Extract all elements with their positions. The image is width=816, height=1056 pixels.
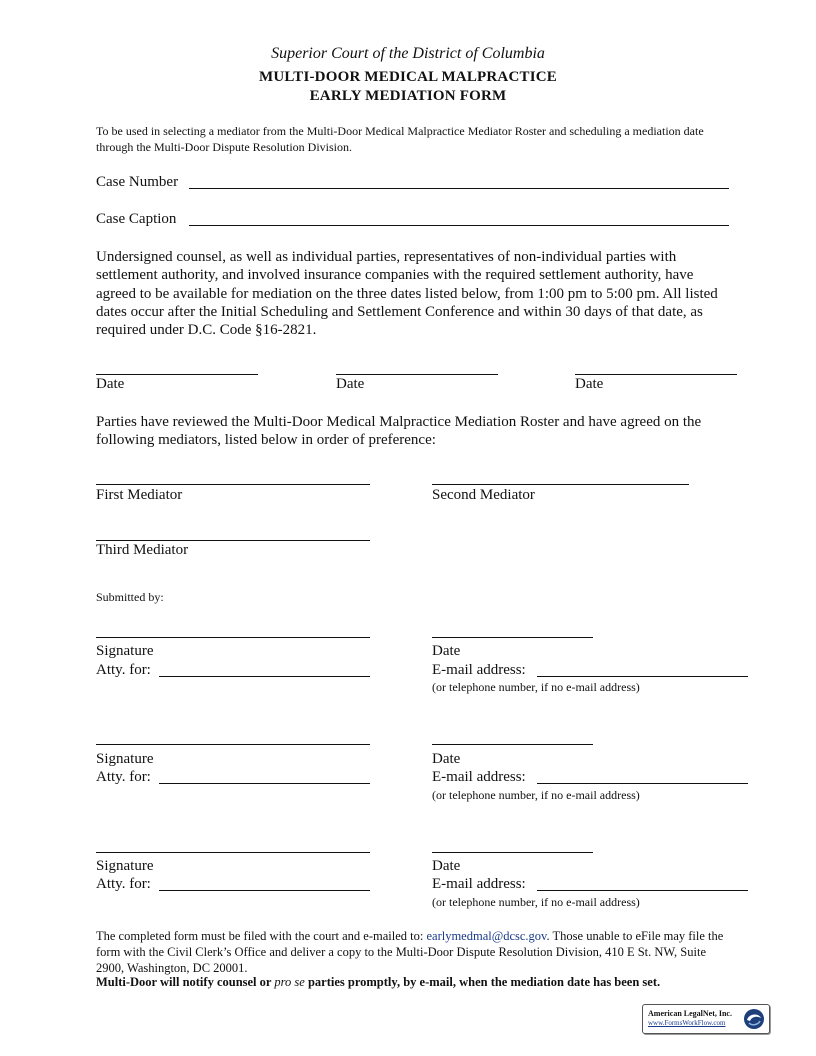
footer-notice-before: Multi-Door will notify counsel or [96,975,275,989]
case-caption-field[interactable] [189,225,729,226]
atty-for3-label: Atty. for: [96,876,151,892]
date2-label: Date [336,376,365,392]
footer-notice-italic: pro se [274,975,305,989]
form-title-line2: EARLY MEDIATION FORM [309,88,507,104]
date1-field[interactable] [96,374,258,375]
roster-paragraph: Parties have reviewed the Multi-Door Medical Malpractice Mediation Roster and have agreed on the following mediators, listed below in order of preference: [96,414,702,449]
signature2-field[interactable] [96,744,370,745]
footer-text-after-email: . Those unable to eFile may file the form with the Civil Clerk’s Office and deliver a copy to the Multi-Door Dispute Resolution Division, 410 E St. NW, Suite 2900, Washington, DC 20001. [96,929,724,975]
email3-note: (or telephone number, if no e-mail address) [432,895,640,909]
sig-date1-label: Date [432,643,461,659]
atty-for2-field[interactable] [159,783,370,784]
form-title-line1: MULTI-DOOR MEDICAL MALPRACTICE [259,69,557,85]
email2-label: E-mail address: [432,769,526,785]
footer-notice [96,975,660,990]
email3-label: E-mail address: [432,876,526,892]
date3-field[interactable] [575,374,737,375]
sig-date1-field[interactable] [432,637,593,638]
submitted-by-label: Submitted by: [96,590,164,604]
american-legalnet-logo[interactable] [642,1004,770,1034]
logo-line2: www.FormsWorkFlow.com [648,1019,726,1027]
signature1-field[interactable] [96,637,370,638]
footer-text-before-email: The completed form must be filed with the court and e-mailed to: [96,929,427,943]
signature2-label: Signature [96,751,154,767]
email2-field[interactable] [537,783,748,784]
case-number-field[interactable] [189,188,729,189]
case-number-label: Case Number [96,174,179,190]
globe-swirl-icon [743,1008,765,1030]
date3-label: Date [575,376,604,392]
case-caption-label: Case Caption [96,211,177,227]
email1-note: (or telephone number, if no e-mail address) [432,680,640,694]
footer-notice-after: parties promptly, by e-mail, when the mediation date has been set. [304,975,661,989]
signature1-label: Signature [96,643,154,659]
logo-line1: American LegalNet, Inc. [648,1009,732,1018]
third-mediator-label: Third Mediator [96,542,189,558]
date2-field[interactable] [336,374,498,375]
email3-field[interactable] [537,890,748,891]
court-name: Superior Court of the District of Columbia [271,45,545,62]
intro-text: To be used in selecting a mediator from the Multi-Door Medical Malpractice Mediator Roster and scheduling a mediation date through the Multi-Door Dispute Resolution Division. [96,124,704,154]
first-mediator-field[interactable] [96,484,370,485]
sig-date2-label: Date [432,751,461,767]
atty-for2-label: Atty. for: [96,769,151,785]
footer-instructions [96,928,736,976]
atty-for1-field[interactable] [159,676,370,677]
signature3-label: Signature [96,858,154,874]
atty-for1-label: Atty. for: [96,662,151,678]
footer-email-link[interactable]: earlymedmal@dcsc.gov [426,929,547,943]
email1-label: E-mail address: [432,662,526,678]
sig-date3-label: Date [432,858,461,874]
second-mediator-label: Second Mediator [432,487,535,503]
email1-field[interactable] [537,676,748,677]
email2-note: (or telephone number, if no e-mail address) [432,788,640,802]
sig-date3-field[interactable] [432,852,593,853]
third-mediator-field[interactable] [96,540,370,541]
agreement-paragraph: Undersigned counsel, as well as individual parties, representatives of non-individual parties with settlement authority, and involved insurance companies with the required settlement authority, have agreed to be available for mediation on the three dates listed below, from 1:00 pm to 5:00 pm. All listed dates occur after the Initial Scheduling and Settlement Conference and within 30 days of that date, as required under D.C. Code §16-2821. [96,249,718,339]
signature3-field[interactable] [96,852,370,853]
second-mediator-field[interactable] [432,484,689,485]
atty-for3-field[interactable] [159,890,370,891]
first-mediator-label: First Mediator [96,487,183,503]
sig-date2-field[interactable] [432,744,593,745]
date1-label: Date [96,376,125,392]
